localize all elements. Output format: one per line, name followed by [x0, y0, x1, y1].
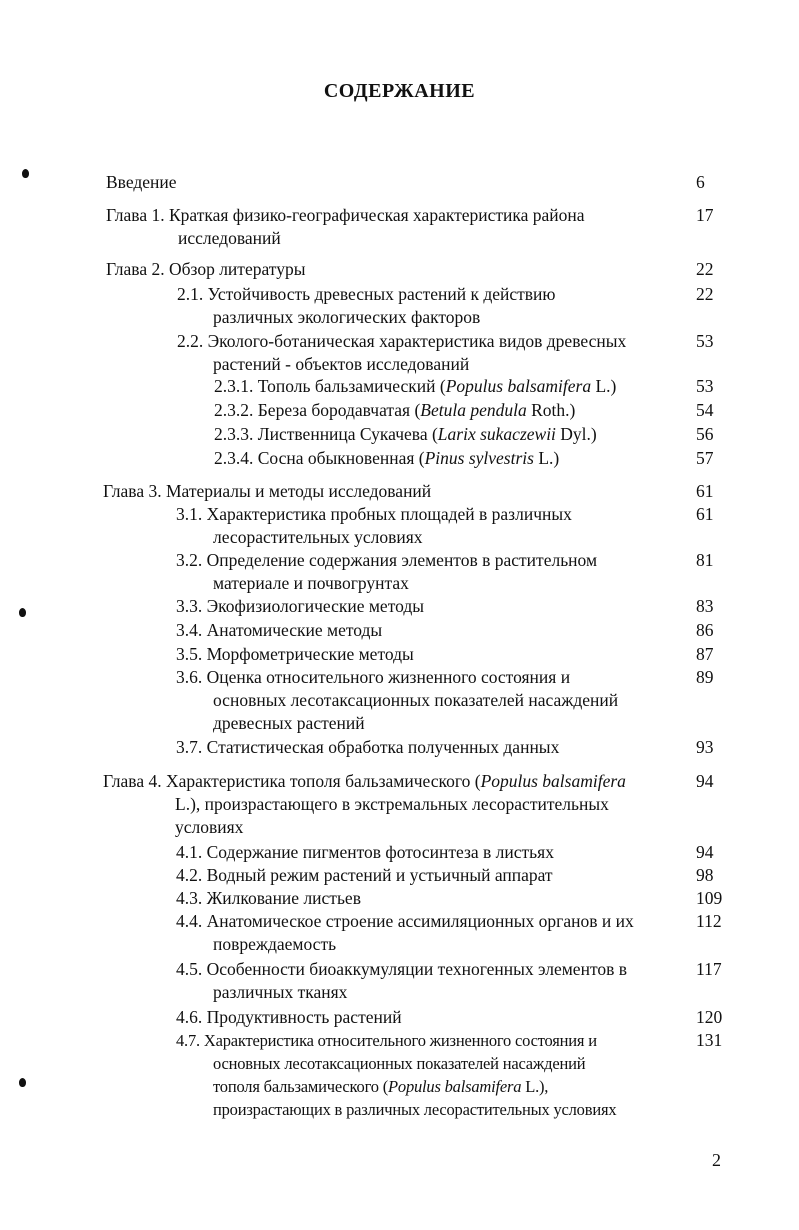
toc-page-number: 120: [696, 1007, 723, 1027]
toc-entry-s4-1: [176, 841, 690, 864]
toc-page-number: 112: [696, 911, 722, 931]
toc-entry-text: 3.1. Характеристика пробных площадей в различных: [176, 504, 572, 524]
toc-entry-s4-5: [176, 958, 690, 1004]
toc-entry-ch2: [106, 258, 690, 281]
toc-page-number: 22: [696, 284, 714, 304]
toc-entry-text: 2.3.2. Береза бородавчатая (Betula pendula Roth.): [214, 400, 576, 420]
toc-entry-s2-1: [177, 283, 690, 329]
toc-entry-text: основных лесотаксационных показателей насаждений: [213, 690, 619, 710]
toc-entry-text: 4.4. Анатомическое строение ассимиляционных органов и их: [176, 911, 634, 931]
toc-entry-text: Глава 2. Обзор литературы: [106, 259, 306, 279]
toc-entry-text: Введение: [106, 172, 177, 192]
toc-entry-s2-2: [177, 330, 690, 376]
toc-page-number: 53: [696, 376, 714, 396]
toc-entry-text: древесных растений: [213, 713, 365, 733]
toc-entry-text: 3.7. Статистическая обработка полученных данных: [176, 737, 560, 757]
toc-entry-text: тополя бальзамического (Populus balsamifera L.),: [213, 1077, 549, 1096]
toc-entry-text: 4.6. Продуктивность растений: [176, 1007, 402, 1027]
toc-entry-text: 3.2. Определение содержания элементов в растительном: [176, 550, 598, 570]
toc-entry-text: Глава 4. Характеристика тополя бальзамического (Populus balsamifera: [103, 771, 626, 791]
toc-entry-ch1: [106, 204, 690, 250]
scan-artifact-mark: [19, 1078, 26, 1087]
toc-page-number: 54: [696, 400, 714, 420]
toc-page-number: 22: [696, 259, 714, 279]
toc-entry-text: 4.1. Содержание пигментов фотосинтеза в листьях: [176, 842, 554, 862]
toc-entry-s2-3-3: [214, 423, 690, 446]
toc-entry-text: 2.2. Эколого-ботаническая характеристика видов древесных: [177, 331, 627, 351]
toc-entry-text: 4.5. Особенности биоаккумуляции техногенных элементов в: [176, 959, 628, 979]
toc-entry-intro: [106, 171, 690, 194]
scan-artifact-mark: [22, 169, 29, 178]
toc-entry-s4-4: [176, 910, 690, 956]
toc-entry-text: произрастающих в различных лесорастительных условиях: [213, 1100, 617, 1119]
toc-page-number: 57: [696, 448, 714, 468]
toc-page-number: 94: [696, 842, 714, 862]
toc-entry-s4-7: [176, 1029, 690, 1121]
toc-entry-text: 2.3.4. Сосна обыкновенная (Pinus sylvestris L.): [214, 448, 560, 468]
toc-entry-s3-5: [176, 643, 690, 666]
scan-artifact-mark: [19, 608, 26, 617]
toc-entry-text: L.), произрастающего в экстремальных лесорастительных: [175, 794, 609, 814]
toc-page-number: 131: [696, 1030, 723, 1050]
toc-entry-text: повреждаемость: [213, 934, 337, 954]
toc-entry-s2-3-2: [214, 399, 690, 422]
toc-page-number: 6: [696, 172, 705, 192]
toc-page-number: 117: [696, 959, 722, 979]
toc-page-number: 87: [696, 644, 714, 664]
toc-entry-text: материале и почвогрунтах: [213, 573, 409, 593]
toc-entry-s4-2: [176, 864, 690, 887]
toc-entry-s4-3: [176, 887, 690, 910]
toc-entry-s4-6: [176, 1006, 690, 1029]
toc-page-number: 93: [696, 737, 714, 757]
toc-entry-text: 3.6. Оценка относительного жизненного состояния и: [176, 667, 571, 687]
toc-page-number: 17: [696, 205, 714, 225]
toc-page-number: 98: [696, 865, 714, 885]
toc-entry-text: 3.4. Анатомические методы: [176, 620, 383, 640]
toc-entry-text: 3.3. Экофизиологические методы: [176, 596, 425, 616]
toc-entry-s2-3-4: [214, 447, 690, 470]
toc-page-number: 53: [696, 331, 714, 351]
toc-entry-text: основных лесотаксационных показателей насаждений: [213, 1054, 586, 1073]
toc-entry-text: 3.5. Морфометрические методы: [176, 644, 414, 664]
toc-entry-text: 2.3.3. Лиственница Сукачева (Larix sukaczewii Dyl.): [214, 424, 597, 444]
toc-page-number: 89: [696, 667, 714, 687]
toc-entry-text: различных тканях: [213, 982, 348, 1002]
toc-entry-text: 2.3.1. Тополь бальзамический (Populus balsamifera L.): [214, 376, 617, 396]
toc-entry-text: различных экологических факторов: [213, 307, 481, 327]
toc-entry-text: Глава 3. Материалы и методы исследований: [103, 481, 432, 501]
page-title: СОДЕРЖАНИЕ: [323, 80, 476, 102]
toc-entry-text: Глава 1. Краткая физико-географическая характеристика района: [106, 205, 585, 225]
toc-entry-s3-4: [176, 619, 690, 642]
toc-entry-s3-6: [176, 666, 690, 735]
page-number: 2: [712, 1150, 721, 1170]
toc-page-number: 83: [696, 596, 714, 616]
toc-entry-text: исследований: [178, 228, 281, 248]
toc-entry-text: 4.3. Жилкование листьев: [176, 888, 361, 908]
toc-page-number: 109: [696, 888, 723, 908]
toc-page-number: 86: [696, 620, 714, 640]
toc-entry-text: условиях: [175, 817, 244, 837]
toc-entry-s3-3: [176, 595, 690, 618]
toc-entry-s3-1: [176, 503, 690, 549]
toc-entry-text: лесорастительных условиях: [213, 527, 423, 547]
toc-entry-text: 4.7. Характеристика относительного жизненного состояния и: [176, 1031, 597, 1050]
toc-entry-ch4: [103, 770, 690, 839]
toc-page-number: 61: [696, 504, 714, 524]
toc-entry-s3-2: [176, 549, 690, 595]
toc-entry-ch3: [103, 480, 690, 503]
toc-entry-s3-7: [176, 736, 690, 759]
toc-page-number: 61: [696, 481, 714, 501]
toc-entry-s2-3-1: [214, 375, 690, 398]
toc-entry-text: 2.1. Устойчивость древесных растений к действию: [177, 284, 556, 304]
toc-entry-text: растений - объектов исследований: [213, 354, 470, 374]
toc-page-number: 94: [696, 771, 714, 791]
toc-page-number: 56: [696, 424, 714, 444]
toc-entry-text: 4.2. Водный режим растений и устьичный аппарат: [176, 865, 553, 885]
toc-page-number: 81: [696, 550, 714, 570]
